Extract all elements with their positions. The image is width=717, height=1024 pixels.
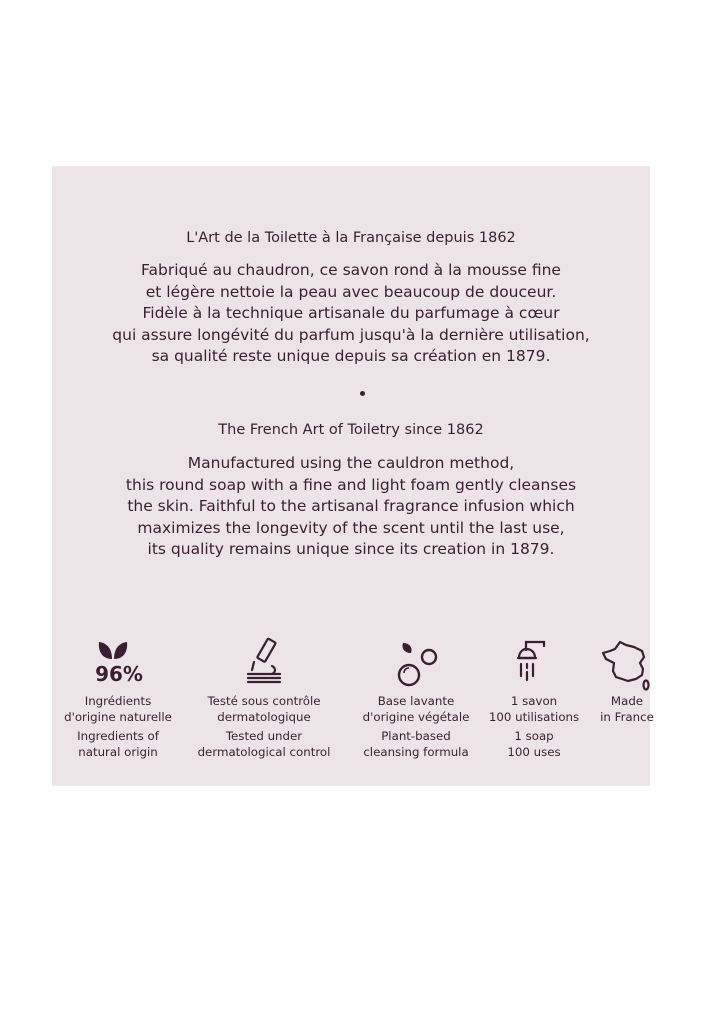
label-line: Base lavante	[377, 694, 455, 708]
english-description	[52, 453, 650, 561]
feature-label-en	[507, 729, 560, 760]
english-line: the skin. Faithful to the artisanal fragrance infusion which	[127, 497, 575, 515]
feature-label-en	[77, 729, 159, 760]
label-line: cleansing formula	[363, 744, 469, 759]
shower-icon	[516, 636, 550, 688]
label-line: Made	[610, 694, 644, 708]
label-line: Tested under	[225, 729, 303, 743]
english-line: this round soap with a fine and light foam gently cleanses	[125, 475, 577, 494]
separator-dot	[360, 391, 365, 396]
label-line: 100 uses	[507, 744, 561, 759]
natural-percentage: 96%	[95, 662, 143, 686]
label-line: Testé sous contrôle	[207, 694, 321, 708]
french-heading: L'Art de la Toilette à la Française depuis 1862	[186, 230, 516, 246]
english-line: Manufactured using the cauldron method,	[187, 454, 515, 472]
english-line: its quality remains unique since its creation in 1879.	[147, 540, 555, 558]
french-description	[52, 260, 650, 368]
label-line: Ingredients of	[77, 729, 159, 743]
feature-label-fr	[489, 694, 579, 725]
label-line: d'origine végétale	[362, 709, 470, 724]
feature-label-fr	[600, 694, 654, 725]
france-map-icon	[598, 639, 658, 695]
label-line: in France	[600, 709, 654, 724]
leaves-icon	[96, 639, 130, 661]
english-line: maximizes the longevity of the scent until the last use,	[137, 518, 565, 537]
info-card	[52, 166, 654, 786]
french-line: qui assure longévité du parfum jusqu'à la dernière utilisation,	[112, 325, 590, 344]
french-line: Fabriqué au chaudron, ce savon rond à la mousse fine	[141, 261, 561, 279]
label-line: 100 utilisations	[488, 709, 580, 724]
label-line: natural origin	[78, 744, 158, 759]
feature-label-fr	[363, 694, 470, 725]
english-heading: The French Art of Toiletry since 1862	[218, 422, 484, 438]
label-line: dermatological control	[197, 744, 331, 759]
label-line: d'origine naturelle	[64, 709, 172, 724]
label-line: Plant-based	[381, 729, 451, 743]
french-line: sa qualité reste unique depuis sa création en 1879.	[151, 347, 551, 365]
label-line: Ingrédients	[84, 694, 152, 708]
feature-label-en	[198, 729, 331, 760]
microscope-icon	[242, 636, 286, 688]
label-line: 1 soap	[514, 729, 554, 743]
french-line: Fidèle à la technique artisanale du parfumage à cœur	[142, 304, 560, 322]
feature-label-en	[363, 729, 468, 760]
french-line: et légère nettoie la peau avec beaucoup de douceur.	[145, 282, 557, 301]
bubbles-icon	[395, 639, 439, 689]
feature-label-fr	[207, 694, 320, 725]
label-line: dermatologique	[217, 709, 311, 724]
label-line: 1 savon	[510, 694, 558, 708]
feature-label-fr	[64, 694, 172, 725]
